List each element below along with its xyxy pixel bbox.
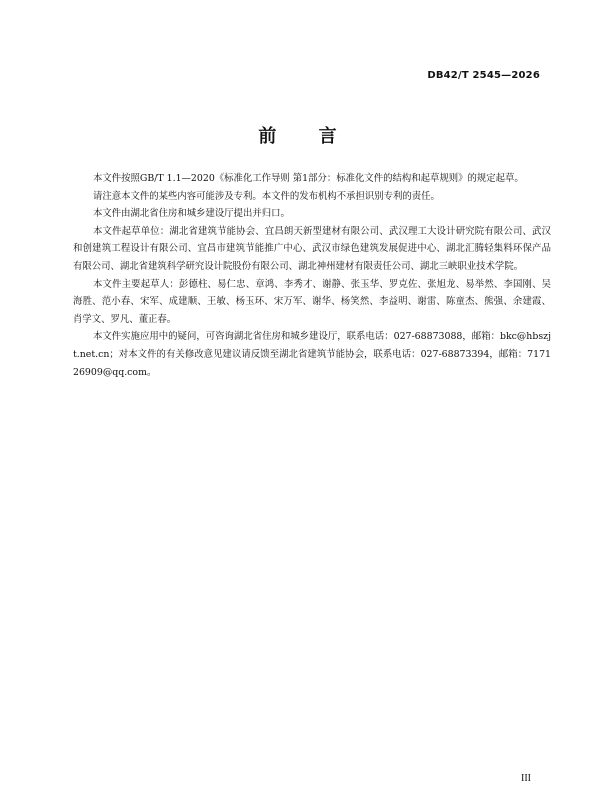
paragraph-drafting-rules: 本文件按照GB/T 1.1—2020《标准化工作导则 第1部分：标准化文件的结构和起草规则》的规定起草。 [93, 173, 524, 184]
foreword-body [73, 170, 551, 381]
paragraph-drafting-units: 本文件起草单位：湖北省建筑节能协会、宜昌朗天新型建材有限公司、武汉理工大设计研究院有限公司、武汉和创建筑工程设计有限公司、宜昌市建筑节能推广中心、武汉市绿色建筑发展促进中心、湖北汇腾轻集料环保产品有限公司、湖北省建筑科学研究设计院股份有限公司、湖北神州建材有限责任公司、湖北三峡职业技术学院。 [73, 225, 551, 272]
paragraph-main-drafters: 本文件主要起草人：彭德柱、易仁忠、章鸿、李秀才、谢静、张玉华、罗克佐、张旭龙、易举然、李国刚、吴海胜、范小春、宋军、成建顺、王敏、杨玉环、宋万军、谢华、杨笑然、李益明、谢雷、陈童杰、熊强、余建霞、肖学文、罗凡、董正春。 [73, 278, 551, 325]
paragraph-proposer: 本文件由湖北省住房和城乡建设厅提出并归口。 [93, 208, 290, 220]
paragraph-contact-info: 本文件实施应用中的疑问，可咨询湖北省住房和城乡建设厅，联系电话：027-68873088，邮箱：bkc@hbszjt.net.cn；对本文件的有关修改意见建议请反馈至湖北省建筑节能协会，联系电话：027-68873394，邮箱：717126909@qq.com。 [73, 331, 551, 378]
document-code: DB42/T 2545—2026 [427, 70, 540, 81]
page-number: III [521, 773, 531, 784]
paragraph-patent-notice: 请注意本文件的某些内容可能涉及专利。本文件的发布机构不承担识别专利的责任。 [93, 190, 440, 202]
page-title: 前 言 [258, 126, 355, 147]
